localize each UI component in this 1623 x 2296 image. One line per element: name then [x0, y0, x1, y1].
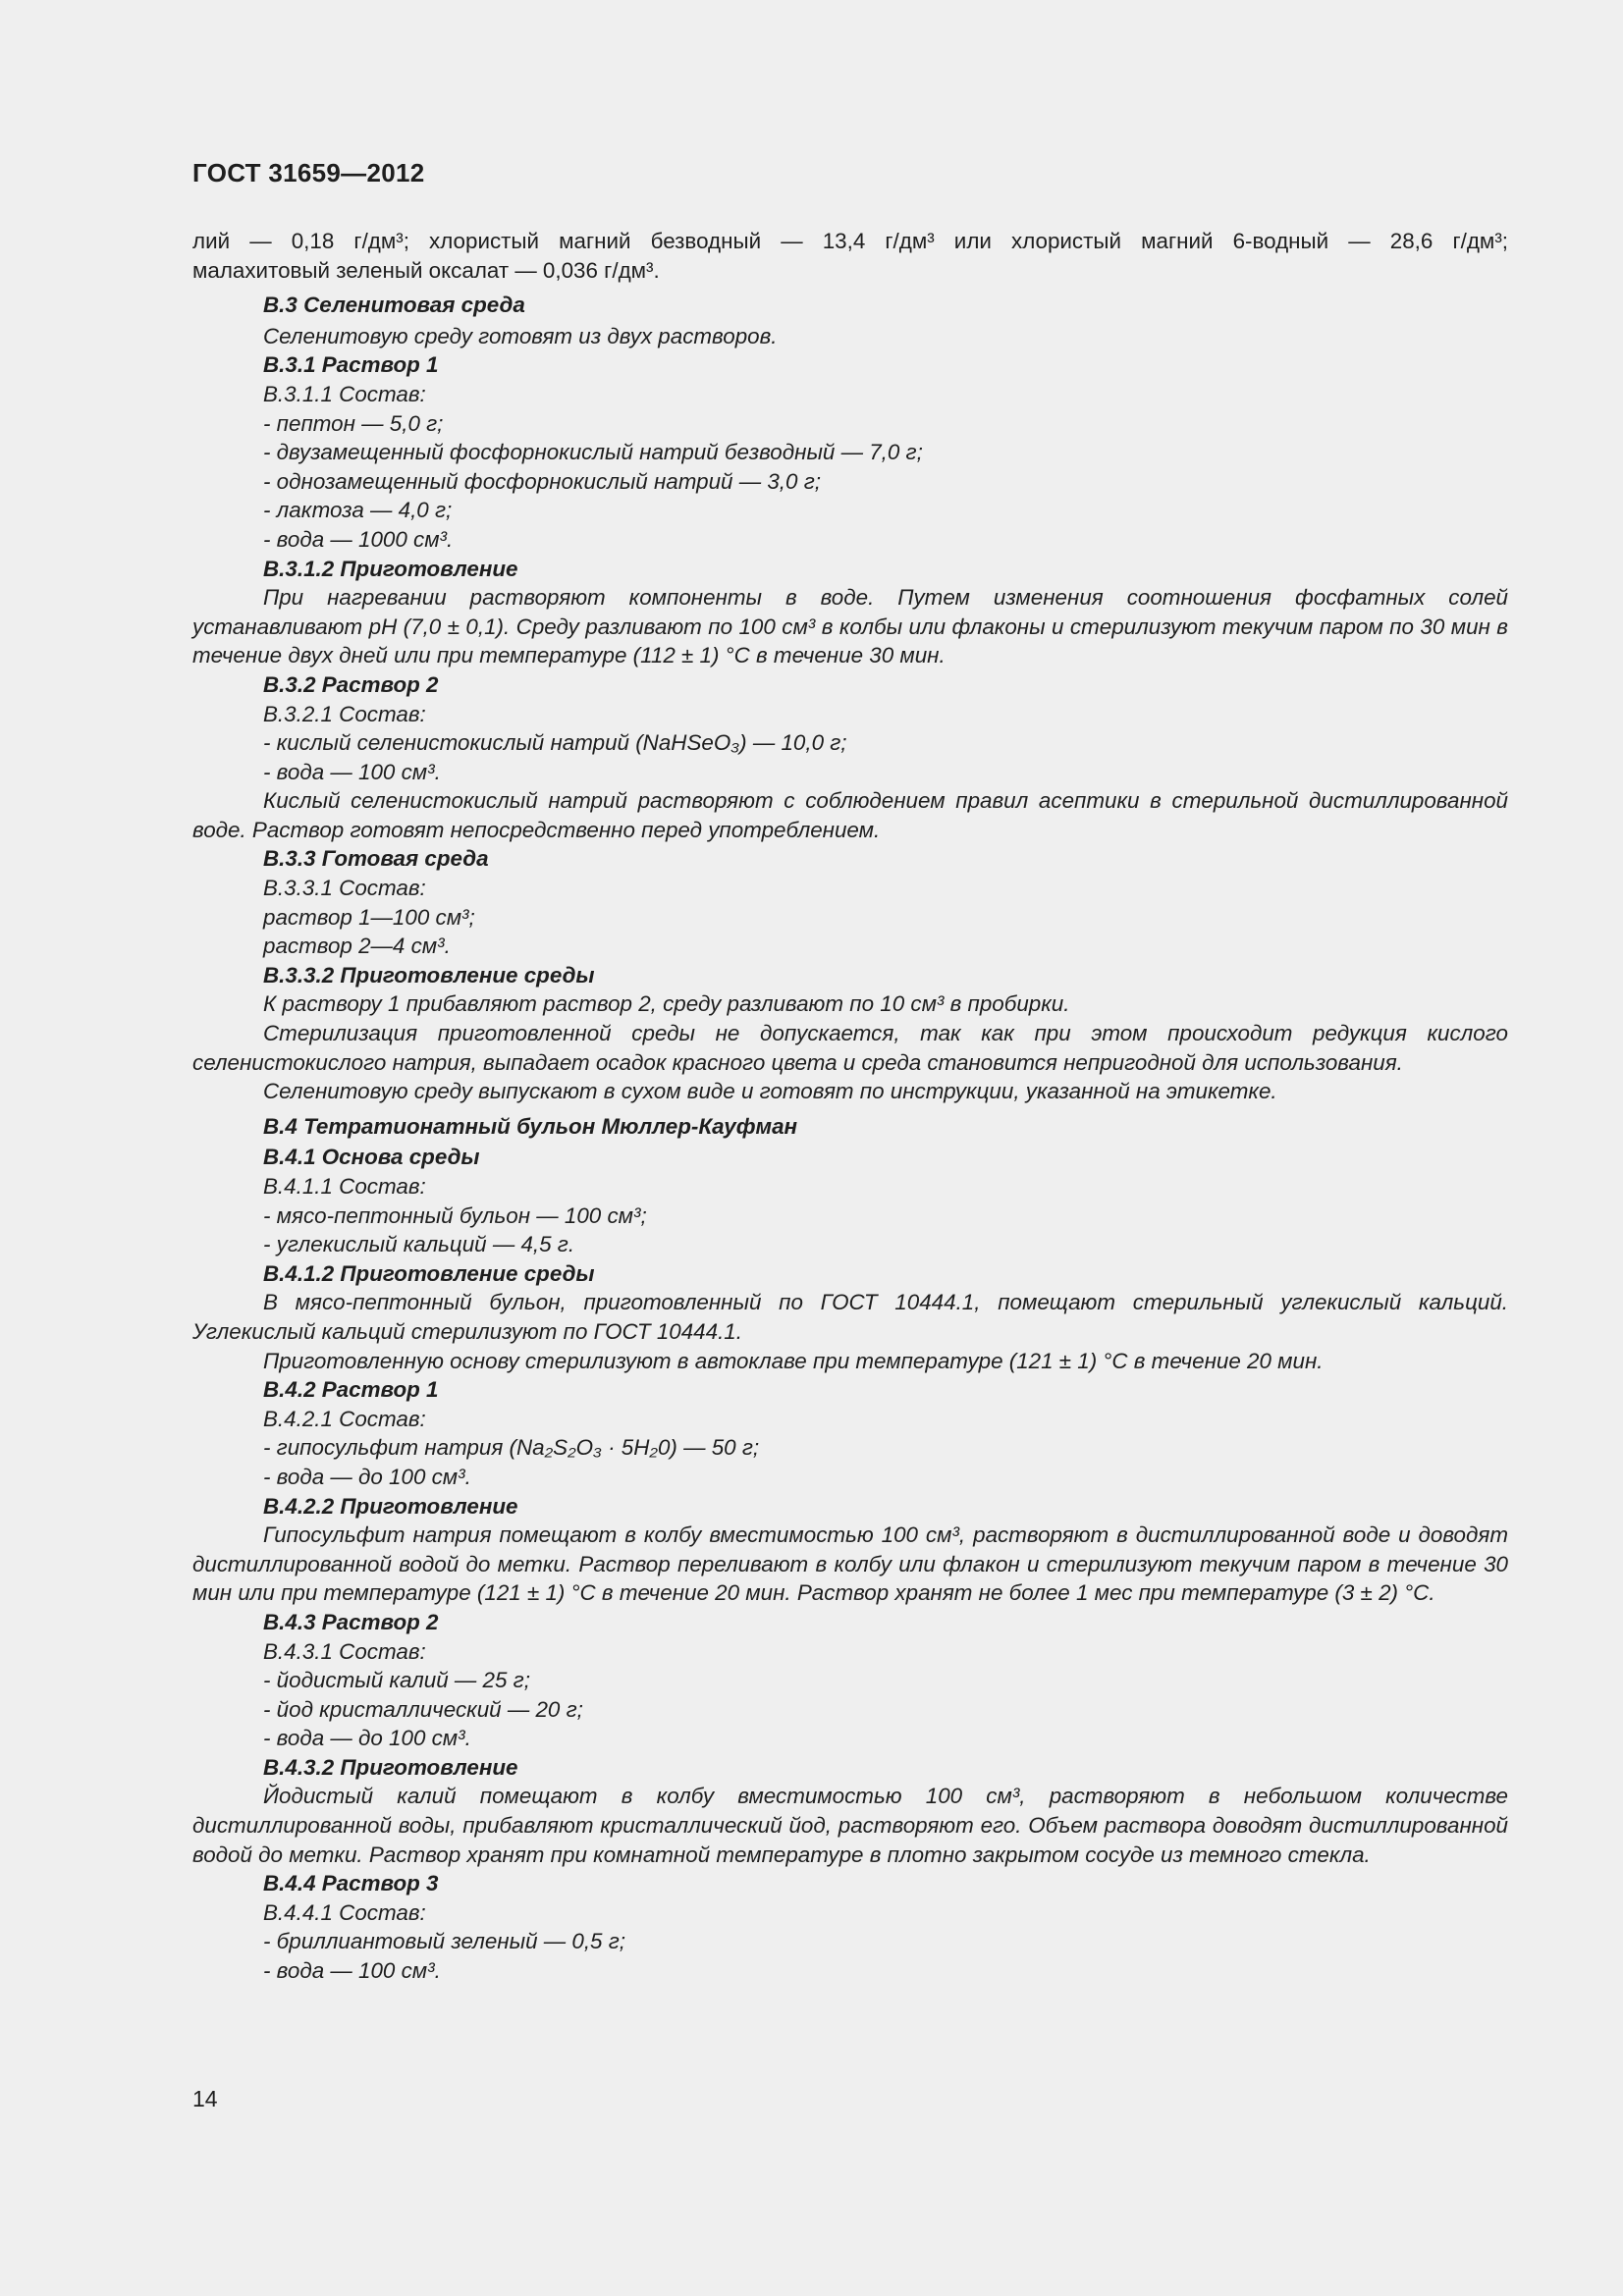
section-v332-text-1: К раствору 1 прибавляют раствор 2, среду разливают по 10 см³ в пробирки.	[263, 991, 1070, 1017]
section-v4-title: В.4 Тетратионатный бульон Мюллер-Кауфман	[263, 1113, 798, 1139]
section-v312-title: В.3.1.2 Приготовление	[263, 556, 518, 581]
section-v331-label: В.3.3.1 Состав:	[263, 876, 426, 901]
section-v44-title: В.4.4 Раствор 3	[263, 1871, 439, 1896]
list-item: - йодистый калий — 25 г;	[263, 1668, 530, 1693]
document-header: ГОСТ 31659—2012	[192, 158, 425, 187]
section-v332-title: В.3.3.2 Приготовление среды	[263, 962, 595, 988]
list-item: - углекислый кальций — 4,5 г.	[263, 1232, 575, 1257]
section-v31-title: В.3.1 Раствор 1	[263, 352, 439, 378]
list-item: - гипосульфит натрия (Na₂S₂O₃ · 5H₂0) — 50 г;	[263, 1435, 760, 1461]
page-number: 14	[192, 2086, 218, 2111]
section-v321-label: В.3.2.1 Состав:	[263, 701, 426, 726]
list-item: - мясо-пептонный бульон — 100 см³;	[263, 1202, 647, 1228]
section-v312-text: При нагревании растворяют компоненты в воде. Путем изменения соотношения фосфатных солей устанавливают pH (7,0 ± 0,1). Среду разливают по 100 см³ в колбы или флаконы и стерилизуют текучим паром по 30 мин в течение двух дней или при температуре (112 ± 1) °С в течение 30 мин.	[192, 585, 1508, 668]
list-item: - кислый селенистокислый натрий (NaHSeO₃) — 10,0 г;	[263, 730, 847, 756]
section-v412-text-1: В мясо-пептонный бульон, приготовленный по ГОСТ 10444.1, помещают стерильный углекислый кальций. Углекислый кальций стерилизуют по ГОСТ 10444.1.	[192, 1290, 1508, 1344]
list-item: - вода — 100 см³.	[263, 759, 441, 784]
section-v421-label: В.4.2.1 Состав:	[263, 1406, 426, 1431]
section-v32-title: В.3.2 Раствор 2	[263, 671, 439, 697]
section-v33-title: В.3.3 Готовая среда	[263, 846, 489, 872]
list-item: - вода — 100 см³.	[263, 1958, 441, 1984]
section-v3-title: В.3 Селенитовая среда	[263, 293, 525, 318]
list-item: - бриллиантовый зеленый — 0,5 г;	[263, 1929, 625, 1954]
section-v432-title: В.4.3.2 Приготовление	[263, 1754, 518, 1780]
section-v311-label: В.3.1.1 Состав:	[263, 381, 426, 406]
section-v332-text-2: Стерилизация приготовленной среды не допускается, так как при этом происходит редукция кислого селенистокислого натрия, выпадает осадок красного цвета и среда становится непригодной для использования.	[192, 1021, 1508, 1075]
list-item: - вода — 1000 см³.	[263, 526, 454, 552]
section-v441-label: В.4.4.1 Состав:	[263, 1899, 426, 1925]
section-v3-intro: Селенитовую среду готовят из двух растворов.	[263, 323, 778, 348]
section-v432-text: Йодистый калий помещают в колбу вместимостью 100 см³, растворяют в небольшом количестве дистиллированной воды, прибавляют кристаллический йод, растворяют его. Объем раствора доводят дистиллированной водой до метки. Раствор хранят при комнатной температуре в плотно закрытом сосуде из темного стекла.	[192, 1784, 1508, 1867]
section-v412-title: В.4.1.2 Приготовление среды	[263, 1260, 595, 1286]
list-item: - йод кристаллический — 20 г;	[263, 1696, 583, 1722]
list-item: - двузамещенный фосфорнокислый натрий безводный — 7,0 г;	[263, 440, 923, 465]
section-v412-text-2: Приготовленную основу стерилизуют в автоклаве при температуре (121 ± 1) °С в течение 20 мин.	[263, 1348, 1324, 1373]
intro-line-2: малахитовый зеленый оксалат — 0,036 г/дм³.	[192, 257, 660, 283]
list-item: - однозамещенный фосфорнокислый натрий — 3,0 г;	[263, 468, 821, 494]
list-item: раствор 2—4 см³.	[263, 934, 451, 959]
section-v411-label: В.4.1.1 Состав:	[263, 1174, 426, 1199]
list-item: - пептон — 5,0 г;	[263, 410, 444, 436]
section-v332-text-3: Селенитовую среду выпускают в сухом виде и готовят по инструкции, указанной на этикетке.	[263, 1079, 1277, 1104]
list-item: - вода — до 100 см³.	[263, 1464, 471, 1489]
section-v41-title: В.4.1 Основа среды	[263, 1145, 480, 1170]
section-v431-label: В.4.3.1 Состав:	[263, 1638, 426, 1664]
section-v32-text: Кислый селенистокислый натрий растворяют с соблюдением правил асептики в стерильной дистиллированной воде. Раствор готовят непосредственно перед употреблением.	[192, 788, 1508, 842]
intro-line-1: лий — 0,18 г/дм³; хлористый магний безводный — 13,4 г/дм³ или хлористый магний 6-водный — 28,6 г/дм³;	[192, 229, 1508, 253]
list-item: - вода — до 100 см³.	[263, 1726, 471, 1751]
list-item: раствор 1—100 см³;	[263, 904, 475, 930]
section-v422-title: В.4.2.2 Приготовление	[263, 1493, 518, 1519]
section-v422-text: Гипосульфит натрия помещают в колбу вместимостью 100 см³, растворяют в дистиллированной воде и доводят дистиллированной водой до метки. Раствор переливают в колбу или флакон и стерилизуют текучим паром в течение 30 мин или при температуре (121 ± 1) °С в течение 20 мин. Раствор хранят не более 1 мес при температуре (3 ± 2) °С.	[192, 1522, 1508, 1606]
list-item: - лактоза — 4,0 г;	[263, 498, 453, 523]
section-v43-title: В.4.3 Раствор 2	[263, 1609, 439, 1634]
document-body	[192, 227, 1508, 1986]
section-v42-title: В.4.2 Раствор 1	[263, 1377, 439, 1403]
